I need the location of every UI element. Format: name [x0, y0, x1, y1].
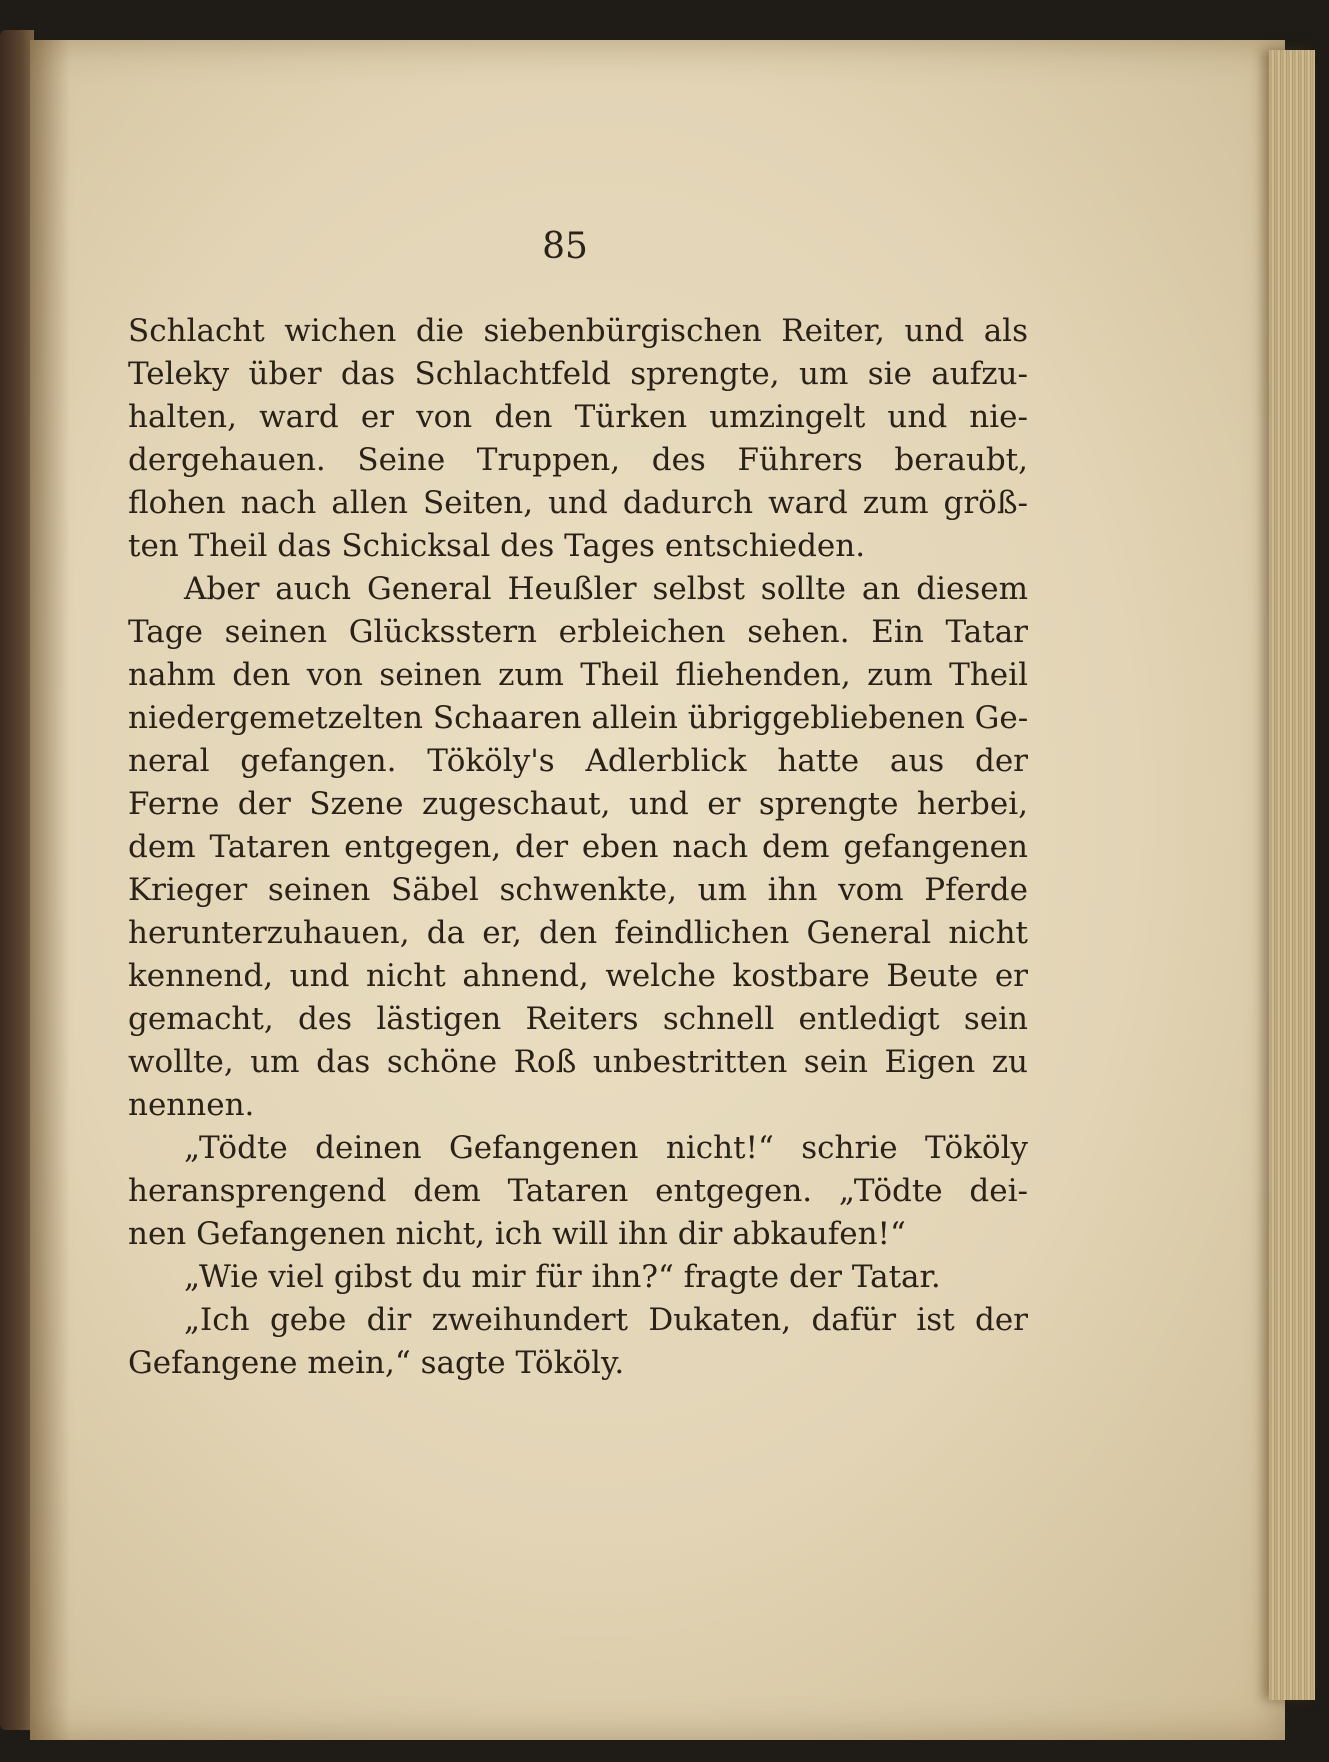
body-text	[128, 310, 1028, 1385]
text-line: heransprengend dem Tataren entgegen. „Tödte dei-	[128, 1173, 1028, 1209]
page-number: 85	[542, 226, 588, 267]
page-stack-edges	[1269, 50, 1315, 1700]
text-line: flohen nach allen Seiten, und dadurch ward zum größ-	[128, 485, 1028, 521]
text-line: Tage seinen Glücksstern erbleichen sehen. Ein Tatar	[128, 614, 1028, 650]
text-line: niedergemetzelten Schaaren allein übriggebliebenen Ge-	[128, 700, 1029, 736]
text-line: halten, ward er von den Türken umzingelt und nie-	[128, 399, 1028, 435]
text-line: Krieger seinen Säbel schwenkte, um ihn vom Pferde	[128, 872, 1028, 908]
text-line: „Wie viel gibst du mir für ihn?“ fragte der Tatar.	[184, 1259, 941, 1295]
gutter-shadow	[30, 40, 70, 1740]
text-line: dem Tataren entgegen, der eben nach dem gefangenen	[128, 829, 1028, 865]
text-line: Teleky über das Schlachtfeld sprengte, um sie aufzu-	[128, 356, 1028, 392]
text-line: Ferne der Szene zugeschaut, und er sprengte herbei,	[128, 786, 1028, 822]
text-line: Schlacht wichen die siebenbürgischen Reiter, und als	[128, 313, 1028, 349]
text-line: wollte, um das schöne Roß unbestritten sein Eigen zu	[128, 1044, 1028, 1080]
text-line: nennen.	[128, 1087, 255, 1123]
text-line: gemacht, des lästigen Reiters schnell entledigt sein	[128, 1001, 1028, 1037]
text-line: „Tödte deinen Gefangenen nicht!“ schrie Tököly	[184, 1130, 1028, 1166]
text-line: ten Theil das Schicksal des Tages entschieden.	[128, 528, 866, 564]
text-line: kennend, und nicht ahnend, welche kostbare Beute er	[128, 958, 1028, 994]
text-line: nahm den von seinen zum Theil fliehenden, zum Theil	[128, 657, 1028, 693]
text-line: Aber auch General Heußler selbst sollte an diesem	[184, 571, 1028, 607]
book-cover-edge	[0, 30, 34, 1730]
text-line: dergehauen. Seine Truppen, des Führers beraubt,	[128, 442, 1028, 478]
text-line: „Ich gebe dir zweihundert Dukaten, dafür ist der	[184, 1302, 1028, 1338]
text-line: Gefangene mein,“ sagte Tököly.	[128, 1345, 625, 1381]
text-line: herunterzuhauen, da er, den feindlichen General nicht	[128, 915, 1028, 951]
text-line: neral gefangen. Tököly's Adlerblick hatte aus der	[128, 743, 1028, 779]
text-line: nen Gefangenen nicht, ich will ihn dir abkaufen!“	[128, 1216, 906, 1252]
